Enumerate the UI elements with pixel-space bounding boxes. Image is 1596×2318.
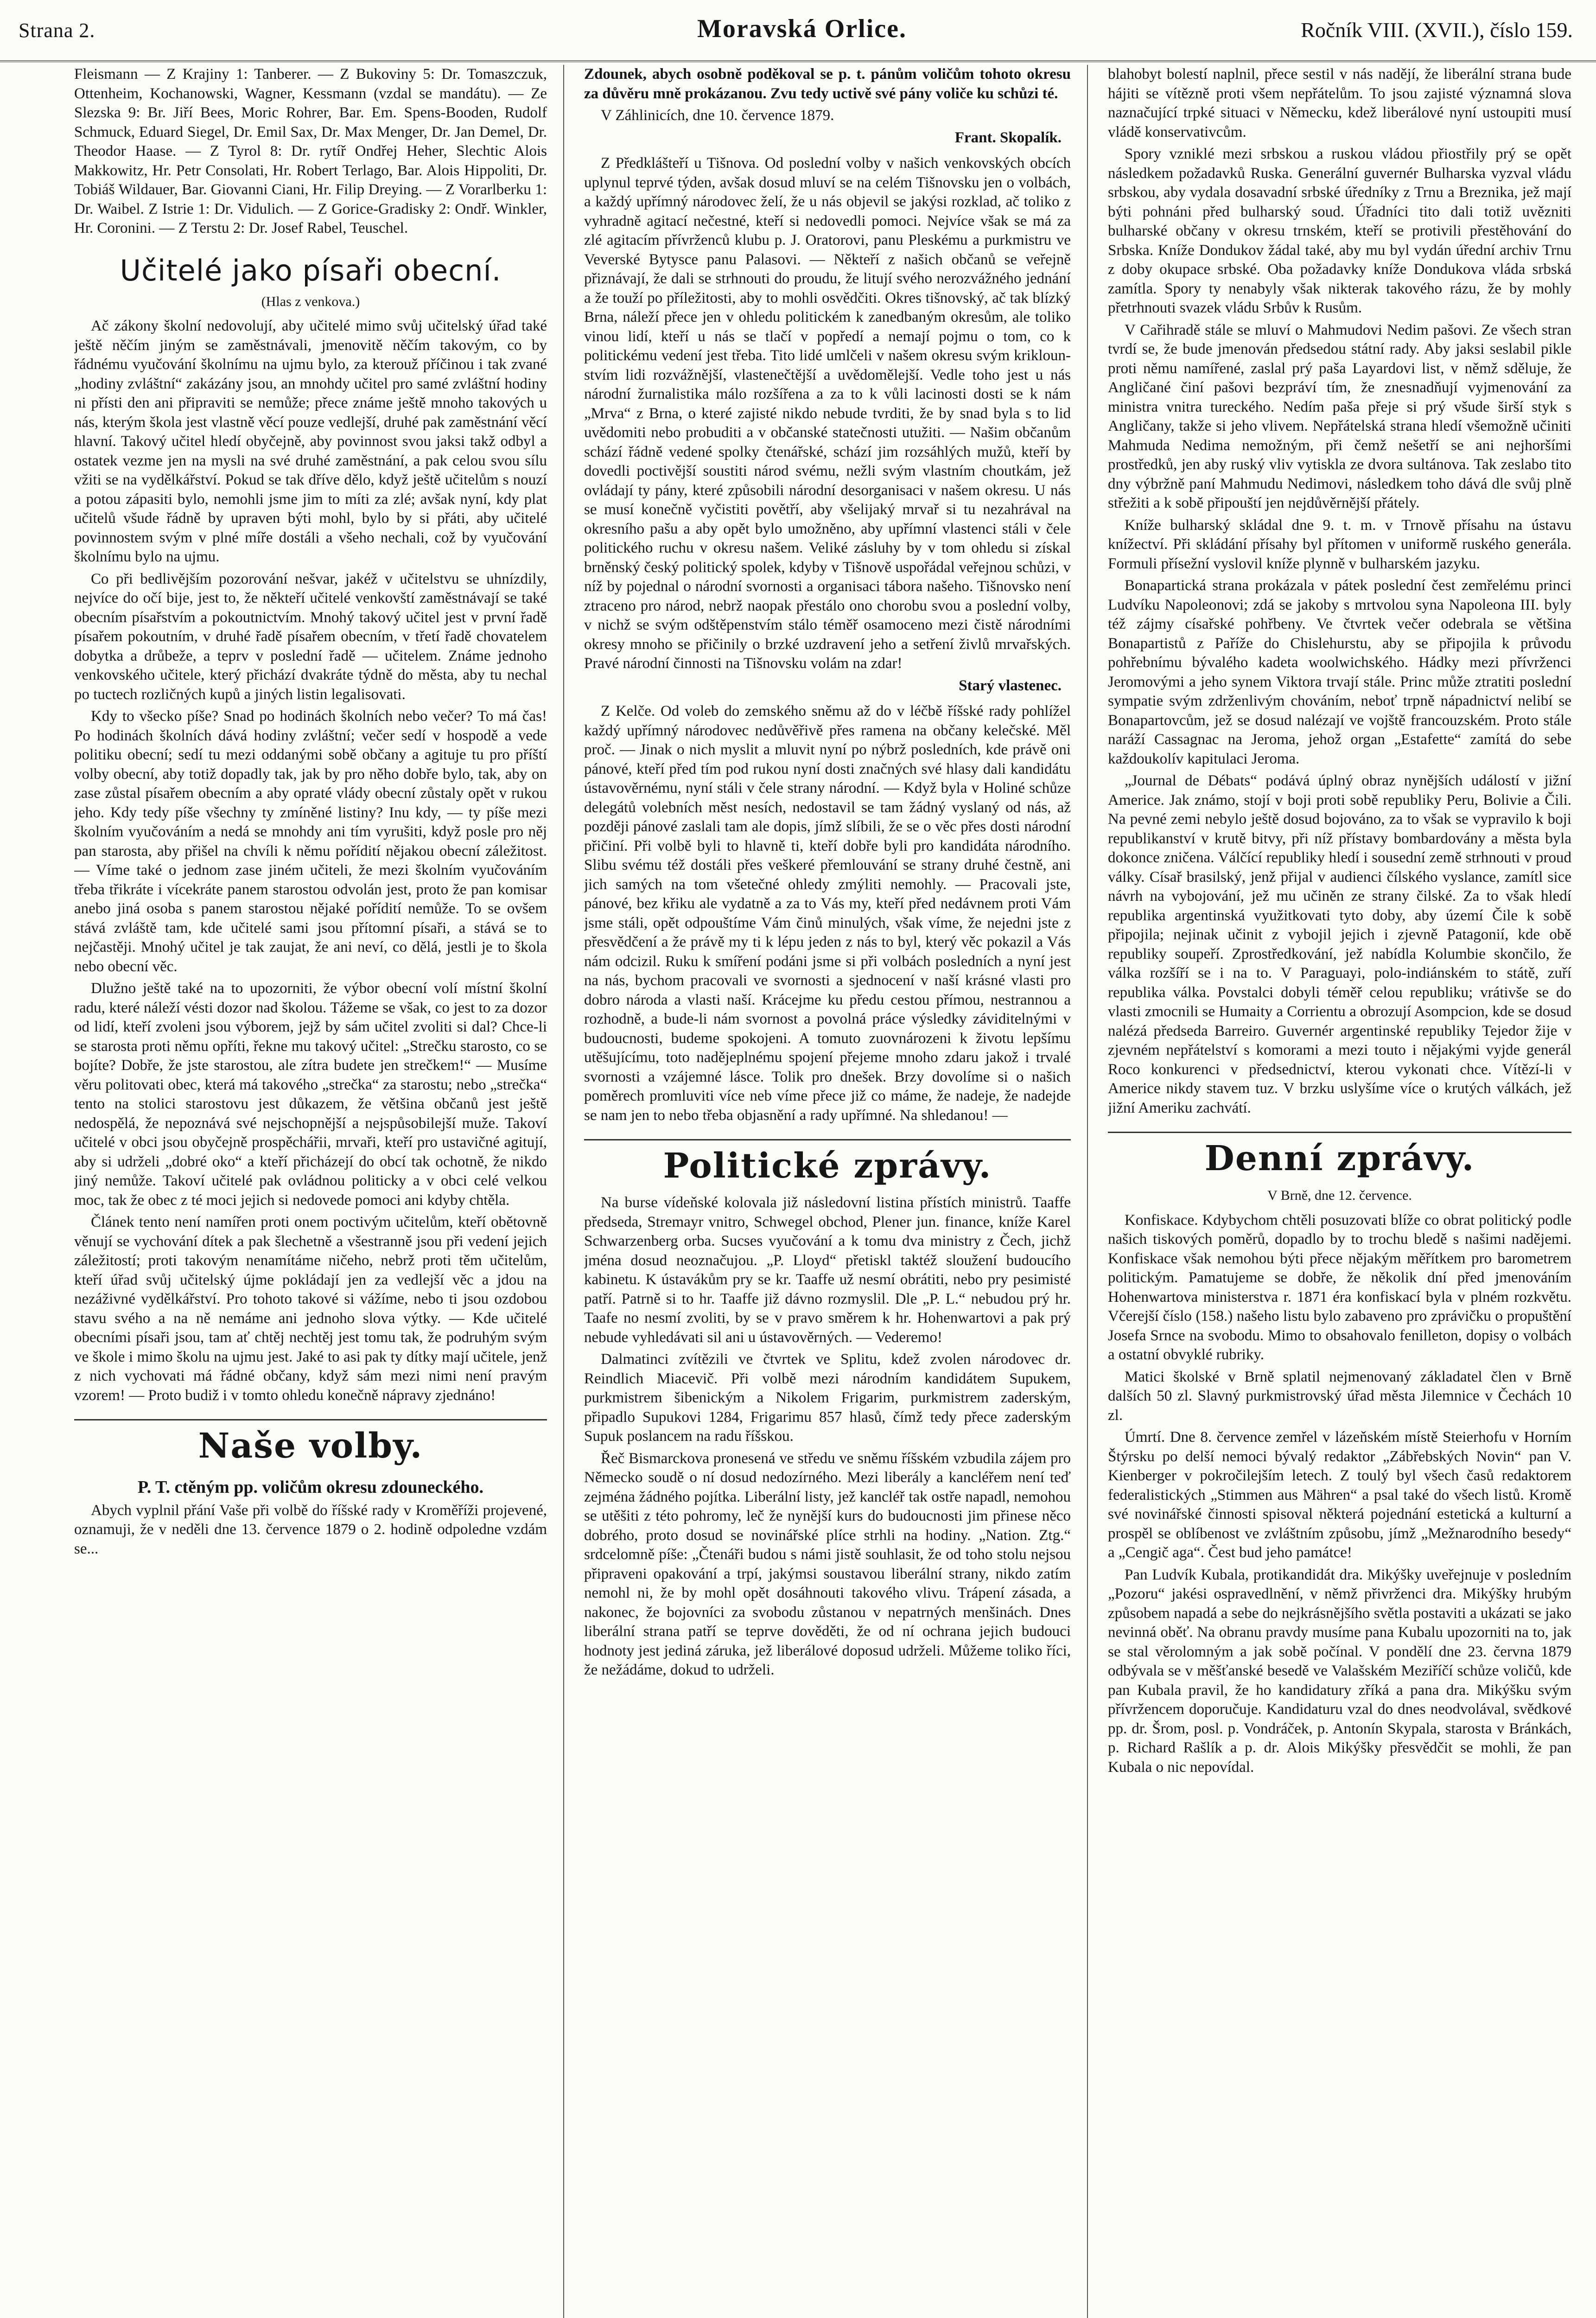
page-header (0, 0, 1596, 62)
section-heading: Naše volby. (74, 1419, 547, 1467)
news-item: Pan Ludvík Kubala, protikandidát dra. Mikýšky uveřejnuje v posledním „Pozoru“ jakési ospravedlnění, v němž přivrženci dra. Mikýšky hrubým způsobem napadá a sebe do nejkrásnějšího světla postaviti a ukázati se jako nevinná oběť. Na obranu pravdy musíme pana Kubalu upozorniti na to, jak se stal věrolomným a jak sobě počínal. V pondělí dne 23. června 1879 odbývala se v měšťanské besedě ve Valašském Meziříčí schůze voličů, kde pan Kubala pravil, že ho kandidatury zříká a pana dra. Mikýšku svým přívržencem doporučuje. Kandidaturu vzal do dnes neodvolával, svědkové pp. dr. Šrom, posl. p. Vondráček, p. Antonín Skypala, starosta v Bránkách, p. Richard Rašlík a p. dr. Alois Mikýšky přesvědčit se mohli, že pan Kubala o nic nepovídal. (1108, 1566, 1571, 1776)
article-subtitle: (Hlas z venkova.) (261, 293, 360, 309)
column-3 (1108, 65, 1571, 2318)
signature: Starý vlastenec. (959, 677, 1062, 694)
article-paragraph: Dlužno ještě také na to upozorniti, že výbor obecní volí místní školní radu, které náleží vésti dozor nad školou. Tážeme se však, co jest to za dozor od lidí, kteří zvoleni jsou výborem, jejž by sám učitel zvoliti si dal? Chce-li se starosta proti němu opříti, řekne mu takový učitel: „Strečku starosto, co se bojíte? Dobře, že jste starostou, ale zítra budete jen strečkem!“ — Musíme věru politovati obec, která má takového „strečka“ za starostu; nebo „strečka“ tento na stolici starostovu jest důkazem, že většina občanů jest ještě nedospělá, že nepoznává své nejschopnější a nejspůsobilejší muže. Takoví učitelé v obci jsou obyčejně prospěchářii, mrvaři, kteří pro ustavičné agitují, aby si udrželi „dobré oko“ a kteří přicházejí do obcí tak ochotně, že nikdo jiný nemůže. Takoví učitelé pak ovládnou politicky a v obci celé velkou moc, tak že obec z té moci jejich si nedovede pomoci ani kdyby chtěla. (74, 980, 547, 1209)
news-item: V Cařihradě stále se mluví o Mahmudovi Nedim pašovi. Ze všech stran tvrdí se, že bude jmenován předsedou státní rady. Aby jaksi seslabil pikle proti němu namířené, zaslal prý paša Layardovi list, v němž sděluje, že Angličané činí pašovi bezpráví tím, že znesnadňují vyjmenování za ministra vnitra tureckého. Nedím paša přeje si prý všude širší styk s Angličany, takže si jeho vlivem. Nepřátelská strana hledí všemožně učiniti Mahmuda Nedima nemožným, při čemž nešetří se ani nejhoršími prostředků, jen aby ruský vliv vytiskla ze dvora sultánova. Tak zeslabo tito dny výbržně paní Mahmudu Nedimovi, následkem toho dává dle svůj plně střežiti a k sobě připouští jen nejdůvěrnější přátely. (1108, 321, 1571, 511)
column-divider (1087, 65, 1088, 2318)
column-divider (563, 65, 564, 2318)
article-title: Učitelé jako písaři obecní. (120, 253, 502, 287)
article-paragraph: Ač zákony školní nedovolují, aby učitelé mimo svůj učitelský úřad také ještě něčím jiným se zaměstnávali, jmenovitě něčím takovým, co by řádnému vyučování školnímu na ujmu bylo, za kterouž příčinou i tak zvané „hodiny zvláštní“ zakázány jsou, an mnohdy učitel pro samé zvláštní hodiny ni přísti den ani připraviti se nemůže; přece známe ještě mnoho takových u nás, kterým škola jest vlastně věcí pouze vedlejší, druhé pak zaměstnání věcí hlavní. Takový učitel hledí obyčejně, aby povinnost svou jaksi takž odbyl a ostatek vezme jen na mysli na své druhé zaměstnání, a pak celou svou sílu vžiti se na vydělkářství. Pokud se tak dříve dělo, když ještě učitelům s nouzí a potou zápasiti bylo, nemohli jsme jim to míti za zlé; avšak nyní, kdy plat učitelů všude řádně by upraven býti mohl, bylo by si přáti, aby učitelé povinnostem svým v plné míře dostáli a všeho nechali, což by vyučování školnímu bylo na ujmu. (74, 318, 547, 565)
section-heading: Denní zprávy. (1108, 1132, 1571, 1179)
article-paragraph: blahobyt bolestí naplnil, přece sestil v nás nadějí, že liberální strana bude hájiti se vítězně proti všem nepřátelům. To jsou zajisté významná slova naznačující trpké situaci v Německu, kdež liberálové nyní ustoupiti musí vládě konservativcům. (1108, 66, 1571, 140)
signature: Frant. Skopalík. (954, 129, 1062, 146)
news-item: Bonapartická strana prokázala v pátek poslední čest zemřelému princi Ludvíku Napoleonovi; zdá se jakoby s mrtvolou syna Napoleona III. byly též zájmy císařské pohřbeny. Ve čtvrtek večer odebrala se většina Bonapartistů z Paříže do Chislehurstu, aby se připojila k průvodu pohřebnímu bývalého kadeta woolwichského. Hádky mezi přívrženci Jeromovými a jeho synem Viktora trvají stále. Princ může ztratiti poslední sympatie svým zdrženlivým chováním, neboť trpně nápadnictví nelibí se Bonapartovcům, jež se dosud nalézají ve vojště francouzském. Proto stále naráží Cassagnac na Jeroma, jehož organ „Estafette“ zamítá do sebe každoukolív kapitulaci Jeroma. (1108, 577, 1571, 767)
news-item: Úmrtí. Dne 8. července zemřel v lázeňském místě Steierhofu v Horním Štýrsku po delší nemoci bývalý redaktor „Zábřebských Novin“ pan V. Kienberger v pokročilejším letech. Z toulý byl všech časů redaktorem federalistických „Stimmen aus Mähren“ a psal také do všech listů. Kromě své novinářské činnosti spisoval některá pojednání estetická a kulturní a prospěl se oblíbenost ve zvláštním způsobu, jímž „Mežnarodního besedy“ a „Cengič aga“. Čest bud jeho památce! (1108, 1429, 1571, 1561)
issue-info: Ročník VIII. (XVII.), číslo 159. (1301, 18, 1573, 42)
article-paragraph: Co při bedlivějším pozorování nešvar, jakéž v učitelstvu se uhnízdily, nejvíce do očí bije, jest to, že někteří učitelé venkovští zaměstnávají se také obecním písařstvím a pokoutnictvím. Mnohý takový učitel jest v první řadě písařem pokoutním, v druhé řadě písařem obecním, v třetí řadě chovatelem dobytka a drůbeže, a teprv v poslední řadě — učitelem. Známe jednoho venkovského učitele, který přichází dvakráte týdně do města, aby tu nechal po tuctech rozličných kupů a jiných listin legalisovati. (74, 570, 547, 703)
dateline: V Brně, dne 12. července. (1267, 1188, 1412, 1203)
news-item: Na burse vídeňské kolovala již následovní listina přístích ministrů. Taaffe předseda, Stremayr vnitro, Schwegel obchod, Plener jun. finance, kníže Karel Schwarzenberg orba. Sucses vyučování a k tomu dva ministry z Čech, jichž jména dosud neoznačujou. „P. Lloyd“ přetiskl taktéž sloužení budoucího kabinetu. K ústavákům pry se kr. Taaffe už nesmí obrátiti, nebo pry pesimisté patří. Patrně si to hr. Taaffe již dávno rozmyslil. Dle „P. L.“ nebudou prý hr. Taafe no nesmí zvoliti, by se v pravo směrem k hr. Hohenwartovi a pak prý nebude vyhledávati sil ani u ústavověrných. — Vederemo! (584, 1194, 1071, 1346)
article-paragraph: Kdy to všecko píše? Snad po hodinách školních nebo večer? To má čas! Po hodinách školních dává hodiny zvláštní; večer sedí v hospodě a vede politiku obecní; sedí tu mezi oddanými sobě občany a agituje tu pro příští volby obecní, aby totiž dopadly tak, jak by pro něho dobře bylo, tak, aby on zase zůstal písařem obecním a aby opraté vlády obecní zůstaly opět v rukou jeho. Kdy tedy píše všechny ty zmíněné listiny? Inu kdy, — ty píše mezi školním vyučováním a nedá se mnohdy ani tím vyrušiti, když posle pro něj pan starosta, aby přišel na chvíli k němu pořídití nějakou obecní záležitost. — Víme také o jednom zase jiném učiteli, že mezi školním vyučováním třeba třikráte i vícekráte panem starostou odvolán jest, proto že pan komisar anebo jiná osoba s panem starostou nějaké pořídití nemůže. To se ovšem stává zvláště tam, kde učitelé sami jsou přítomní písaři, a stává se to nejčastěji. Mnohý učitel je tak zaujat, že ani neví, co dělá, jestli je to škola nebo obecní věc. (74, 708, 547, 975)
news-item: Matici školské v Brně splatil nejmenovaný základatel člen v Brně dalších 50 zl. Slavný purkmistrovský úřad města Jilemnice v Čechách 10 zl. (1108, 1368, 1571, 1424)
article-paragraph: Abych vyplnil přání Vaše při volbě do říšské rady v Kroměříži projevené, oznamuji, že v neděli dne 13. července 1879 o 2. hodině odpoledne vzdám se... (74, 1502, 547, 1557)
article-paragraph: Z Kelče. Od voleb do zemského sněmu až do v léčbě říšské rady pohlížel každý upřímný národovec nedůvěřivě přes ramena na občany kelečské. Měl proč. — Jinak o nich myslit a mluvit nyní po nýbrž posledních, kde právě oni pánové, kteří před tím pod rukou nyní dosti značných své hlasy dali kandidátu ústavověrnému, nyní stáli v čele strany národní. — Když byla v Holiné schůze delegátů volebních měst nesích, nedostavil se tam žádný vyslaný od nás, až později pánové zaslali tam ale dopis, jímž slíbili, že se o věc přes dosti národní přičiní. Při volbě byli to hlavně ti, kteří dobře byli pro kandidáta národního. Slibu svému též dostáli přes veškeré přemlouvání se strany druhé čestně, ani jich samých na tom všetečné ohledy zmýliti nemohly. — Pracovali jste, pánové, bez křiku ale vydatně a za to Vás my, kteří před nedávnem proti Vám jsme stáli, opět odpouštíme Vám činů minulých, však víme, že nejedni jste z přesvědčení a že právě my ti k lépu jeden z nás to byl, který věc pokazil a Vás nám odcizil. Ruku k smíření podáni jsme si při volbách posledních a nyní jest na nás, bychom pracovali ve svornosti a sjednocení v naší krásné vlasti pro dobro národa a vlasti naší. Krácejme ku předu cestou přímou, nestrannou a rozhodně, a bude-li nám svornost a povolná práce výsledky záviditelnými v budoucnosti, budeme spokojeni. A tomuto zuovnározeni k životu lepšímu utěšujícímu, toto nadějeplnému spojení přejeme mnoho zdaru jakož i trvalé svornosti a vzájemné lásce. Tolik pro dnešek. Brzy dovolíme si o našich poměrech promluviti více neb víme přece již co máme, že nadeje, že nadejde se nam jen to nebo třeba objasnění a rady upřímné. Na shledanou! — (584, 703, 1071, 1124)
deputies-list: Fleismann — Z Krajiny 1: Tanberer. — Z Bukoviny 5: Dr. Tomaszczuk, Ottenheim, Kochanowski, Wagner, Kessmann (vzdal se mandátu). — Ze Slezska 9: Br. Jiří Bees, Moric Rohrer, Bar. Em. Spens-Booden, Rudolf Schmuck, Eduard Siegel, Dr. Emil Sax, Dr. Max Menger, Dr. Jan Demel, Dr. Theodor Haase. — Z Tyrol 8: Dr. rytíř Ondřej Heher, Slechtic Alois Makkowitz, Hr. Petr Consolati, Hr. Robert Terlago, Bar. Alois Hippoliti, Dr. Tobiáš Wildauer, Bar. Giovanni Ciani, Hr. Filip Dreying. — Z Vorarlberku 1: Dr. Waibel. Z Istrie 1: Dr. Vidulich. — Z Gorice-Gradisky 2: Ondř. Winkler, Hr. Coronini. — Z Terstu 2: Dr. Josef Rabel, Teuschel. (74, 66, 547, 236)
news-item: Kníže bulharský skládal dne 9. t. m. v Trnově přísahu na ústavu knížectví. Při skládání přísahy byl přítomen v uniformě ruského generála. Formuli přísežní vyslovil kníže plynně v bulharském jazyku. (1108, 516, 1571, 572)
column-2 (584, 65, 1071, 2318)
news-item: „Journal de Débats“ podává úplný obraz nynějších událostí v jižní Americe. Jak známo, stojí v boji proti sobě republiky Peru, Bolivie a Čili. Na pevné zemi nebylo ještě dosud bojováno, za to však se vypravilo k boji republikanství v krutě bitvy, při níž přístavy bombardovány a města byla dokonce zničena. Válčící republiky hledí i sousední země strhnouti v proud války. Císař brasilský, jenž přijal v audienci čílského vyslance, zamítl sice návrh na vybojování, jež mu učiněn ze strany čilské. Za to však hledí republika argentinská využitkovati tyto doby, aby území Čile k sobě připojila; nejinak učinit z vybojil jejich i zjevně Patagonií, kde obě republiky soupeří. Zprostředkování, jež nabídla Kolumbie skončilo, že válka rozšíří se i na to. V Paraguayi, polo-indiánském to státě, zuří republika válka. Povstalci dobyli téměř celou republiku; vrátivše se do vlasti zmocnili se Humaity a Corrientu a obrozují Asompcion, kde se dosud nalézá předseda Barreiro. Guvernér argentinské republiky Tejedor žije v zjevném nepřátelství s komorami a mezi touto i nějakými vyjde generál Roco konkurenci v předsednictví, kterou vykonati chce. Vítězí-li v Americe nikdy stavem tuz. V brzku uslyšíme více o krutých válkách, jež jižní Ameriku zachvátí. (1108, 772, 1571, 1116)
masthead: Moravská Orlice. (697, 14, 907, 43)
article-paragraph: Zdounek, abych osobně poděkoval se p. t. pánům voličům tohoto okresu za důvěru mně prokázanou. Zvu tedy uctivě své pány voliče ku schůzi té. (584, 66, 1071, 102)
column-1 (74, 65, 547, 2318)
page-number: Strana 2. (19, 19, 95, 42)
address-heading: P. T. ctěným pp. voličům okresu zdouneckého. (137, 1477, 483, 1497)
news-item: Dalmatinci zvítězili ve čtvrtek ve Splitu, kdež zvolen národovec dr. Reindlich Miacevič. Při volbě mezi národním kandidátem Supukem, purkmistrem šibenickým a Nikolem Frigarim, purkmistrem zaderským, připadlo Supukovi 1284, Frigarimu 857 hlasů, čímž tedy přece zaderským Supuk poslancem na radu říšskou. (584, 1351, 1071, 1445)
news-item: Řeč Bismarckova pronesená ve středu ve sněmu říšském vzbudila zájem pro Německo soudě o ní dosud nedozírného. Mezi liberály a kancléřem není teď zejména žádného pojítka. Liberální listy, jež kancléř tak ostře napadl, nemohou se utěšiti z této pohromy, leč že nynější kurs do budoucnosti jim přinese něco dobrého, proto dosud se novinářské plíce strhli na hodiny. „Nation. Ztg.“ srdcelomně píše: „Čtenáři budou s námi jistě souhlasit, že od toho stolu nejsou připraveni opakování a trpí, jakýmsi soustavou liberální strany, nikdo zatím nemohl ni, že by mohl opět dosáhnouti takového vlivu. Trápení zásada, a nakonec, že bojovníci za svobodu zůstanou v nepatrných menšinách. Dnes liberální strana patří se teprve dověděti, že od ní ochrana jejich budouci hodnoty jest jediná záruka, jež liberálové doposud udrželi. Můžeme toliko říci, že nežádáme, dokud to udrželi. (584, 1450, 1071, 1678)
news-item: Spory vzniklé mezi srbskou a ruskou vládou přiostřily prý se opět následkem požadavků Ruska. Generální guvernér Bulharska vyzval vládu srbskou, aby vydala dosavadní srbské úředníky z Trnu a Breznika, jež mají býti pohnáni před bulharský soud. Úřadníci tito dali totiž uvězniti bulharské občany v okresu trnském, kteří se protivili přestěhování do Srbska. Kníže Dondukov žádal také, aby mu byl vydán úřední archiv Trnu z doby okupace srbské. Oba požadavky kníže Dondukova vláda srbská zamítla. Spory ty nenabyly však nikterak takového rázu, že by mohly přetrhnouti svazek vládu Srbův k Rusům. (1108, 146, 1571, 316)
article-paragraph: Z Předklášteří u Tišnova. Od poslední volby v našich venkovských obcích uplynul teprvé týden, avšak dosud mluví se na celém Tišnovsku jen o volbách, a každý upřímný národovec želí, že u nás objevil se jakýsi rozklad, ač toliko z vyhradně agitací nečestné, kteří si nedovedli pomoci. Nejvíce však se má za zlé agitacím přívrženců klubu p. J. Oratorovi, panu Pleskému a purkmistru ve Veverské Bytysce panu Palasovi. — Někteří z našich občanů se veřejně přiznávají, že dali se strhnouti do proudu, že litují svého nerozvážného jednání a že touží po příležitosti, aby to mohli osvědčiti. Okres tišnovský, ač tak blízký Brna, náleží přece jen v ohledu politickém k zanedbaným okresům, ale toliko vinou lidí, kteří u nás se tlačí v popředí a nemají pojmu o tom, co k politickému vedení jest třeba. Tito lidé umlčeli v našem okresu svým kriklounstvím lidi rozvážnější, vlastenečtější a uvědomělejší. Vedle toho jest u nás národní žurnalistika málo rozšířena a za to k vůli lacinosti dosti se k nám „Mrva“ z Brna, o které zajisté nikdo nebude tvrditi, že by snad byla s to lid uvědomiti nebo probuditi a v občanské statečnosti utužiti. — Našim občanům schází řádně vedené spolky čtenářské, schází jim rozsáhlých mužů, kteří by dovedli poctivější soustiti národ svému, nežli svým vlastním choutkám, jež ovládají ty pány, které způsobili národní desorganisaci v našem okresu. U nás se musí konečně vyčistiti povětří, aby všelijaký mrvař si tu nezahrával na okresního pašu a aby opět bylo umožněno, aby upřímní vlastenci stáli v čele politického ruchu v okresu našem. Veliké zásluhy by v tom ohledu si získal brněnský český politický spolek, kdyby v Tišnově uspořádal veřejnou schůzi, v níž by pojednal o národní svornosti a organisaci tábora našeho. Tišnovsko není ztraceno pro národ, nebrž naopak přestálo ono chorobu svou a poslední volby, v nichž se svým odštěpenstvím stálo téměř osamoceno mezi čistě národními okresy mnoho se přičinily o brzké uzdravení jeho a setření živlů mrvařských. Pravé národní činnosti na Tišnovsku volám na zdar! (584, 155, 1071, 672)
article-paragraph: Článek tento není namířen proti onem poctivým učitelům, kteří obětovně věnují se vychování dítek a pak šlechetně a všestranně jsou při vedení jejich záležitostí; proti takovým nenamítáme ničeho, nebrž proti těm učitelům, kteří úřad svůj učitelský újme pokládají jen za vedlejší věc a jdou na nezáživné vydělkářství. Pro tohoto takové si vážíme, nebo ti jsou ozdobou stavu svého a na ně nemáme ani jednoho slova výtky. — Kde učitelé obecními písaři jsou, tam ať chtěj nechtěj jest tomu tak, že podruhým svým ve škole i mimo školu na ujmu jest. Jaké to asi pak ty dítky mají učitele, jenž z nich vychovati má řádné občany, když sám mezi nimi není pravým vzorem! — Proto budiž i v tomto ohledu konečně nápravy zjednáno! (74, 1214, 547, 1404)
section-heading: Politické zprávy. (584, 1139, 1071, 1187)
news-item: Konfiskace. Kdybychom chtěli posuzovati blíže co obrat politický podle našich tiskových poměrů, dopadlo by to trochu bledě s našimi nadějemi. Konfiskace však nemohou býti přece nějakým měřítkem pro barometrem politickým. Pamatujeme se dobře, že několik dní před jmenováním Hohenwartova ministerstva r. 1871 éra konfiskací byla v plném rozkvětu. Včerejší číslo (158.) našeho listu bylo zabaveno pro zprávičku o propuštění Josefa Srnce na svobodu. Mimo to obsahovalo fenilleton, dopisy o volbách a ostatní obvyklé rubriky. (1108, 1211, 1571, 1363)
dateline: V Záhlinicích, dne 10. července 1879. (601, 107, 834, 124)
